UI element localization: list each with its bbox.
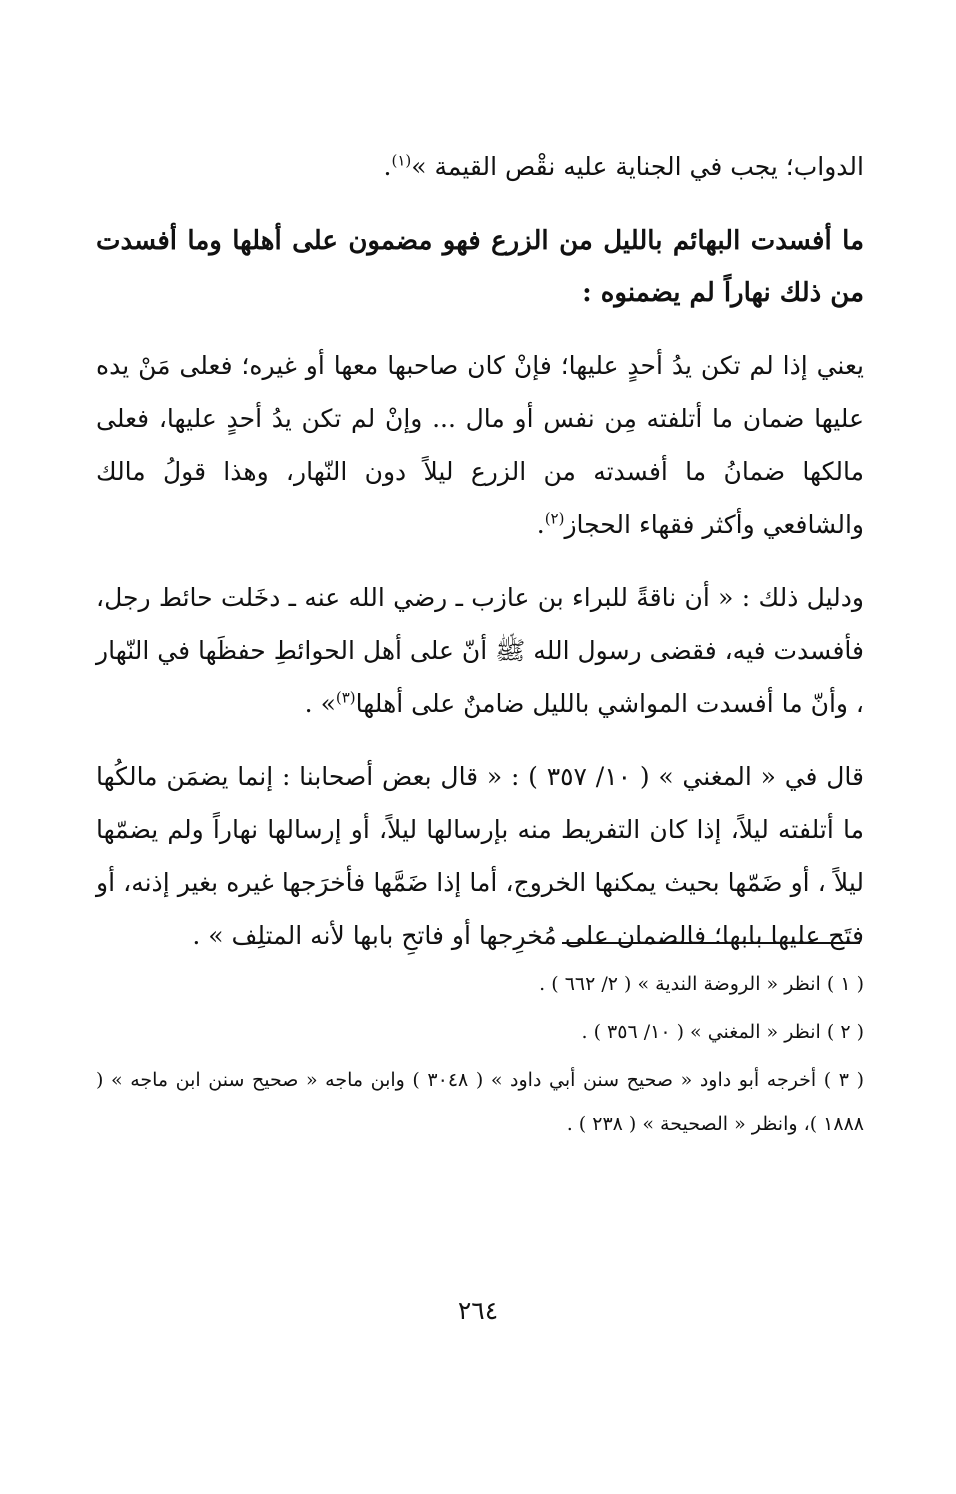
footnotes — [96, 962, 864, 1146]
paragraph-3: قال في « المغني » ( ١٠/ ٣٥٧ ) : « قال بعض أصحابنا : إنما يضمَن مالكُها ما أتلفته ليلاً، إذا كان التفريط منه بإرسالها ليلاً، أو إرسالها نهاراً ولم يضمّها ليلاً ، أو ضَمّها بحيث يمكنها الخروج، أما إذا ضَمَّها فأخرَجها غيره بغير إذنه، أو فتَح عليها بابها؛ فالضمان على مُخرِجها أو فاتحِ بابها لأنه المتلِف » . — [96, 762, 864, 950]
footnote-ref-3: (٣) — [335, 688, 356, 707]
section-heading: ما أفسدت البهائم بالليل من الزرع فهو مضمون على أهلها وما أفسدت من ذلك نهاراً لم يضمنوه : — [96, 226, 864, 308]
footnote-ref-2: (٢) — [544, 509, 565, 528]
footnote-ref-1: (١) — [391, 151, 412, 170]
footnote-divider — [562, 942, 860, 944]
continuation-end: . — [383, 152, 392, 181]
page-number: ٢٦٤ — [457, 1296, 499, 1325]
footnote-3: ( ٣ ) أخرجه أبو داود « صحيح سنن أبي داود » ( ٣٠٤٨ ) وابن ماجه « صحيح سنن ابن ماجه » ( ١٨٨٨ )، وانظر « الصحيحة » ( ٢٣٨ ) . — [96, 1069, 864, 1135]
paragraph-1-text: يعني إذا لم تكن يدُ أحدٍ عليها؛ فإنْ كان صاحبها معها أو غيره؛ فعلى مَنْ يده عليها ضمان ما أتلفته مِن نفس أو مال ... وإنْ لم تكن يدُ أحدٍ عليها، فعلى مالكها ضمانُ ما أفسدته من الزرع ليلاً دون النّهار، وهذا قولُ مالك والشافعي وأكثر فقهاء الحجاز — [96, 351, 864, 539]
body-text — [96, 140, 864, 962]
paragraph-1-end: . — [536, 510, 545, 539]
footnote-2: ( ٢ ) انظر « المغني » ( ١٠/ ٣٥٦ ) . — [581, 1021, 864, 1043]
continuation-text: الدواب؛ يجب في الجناية عليه نقْص القيمة » — [411, 152, 864, 181]
paragraph-2-end: » . — [304, 689, 336, 718]
paragraph-1 — [96, 339, 864, 551]
paragraph-2 — [96, 571, 864, 730]
paragraph-2-text: ودليل ذلك : « أن ناقةً للبراء بن عازب ـ رضي الله عنه ـ دخَلت حائط رجل، فأفسدت فيه، فقضى رسول الله ﷺ أنّ على أهل الحوائطِ حفظَها في النّهار ، وأنّ ما أفسدت المواشي بالليل ضامنٌ على أهلها — [96, 583, 864, 718]
continuation-line — [96, 140, 864, 193]
footnote-1: ( ١ ) انظر « الروضة الندية » ( ٢/ ٦٦٢ ) . — [539, 973, 864, 995]
